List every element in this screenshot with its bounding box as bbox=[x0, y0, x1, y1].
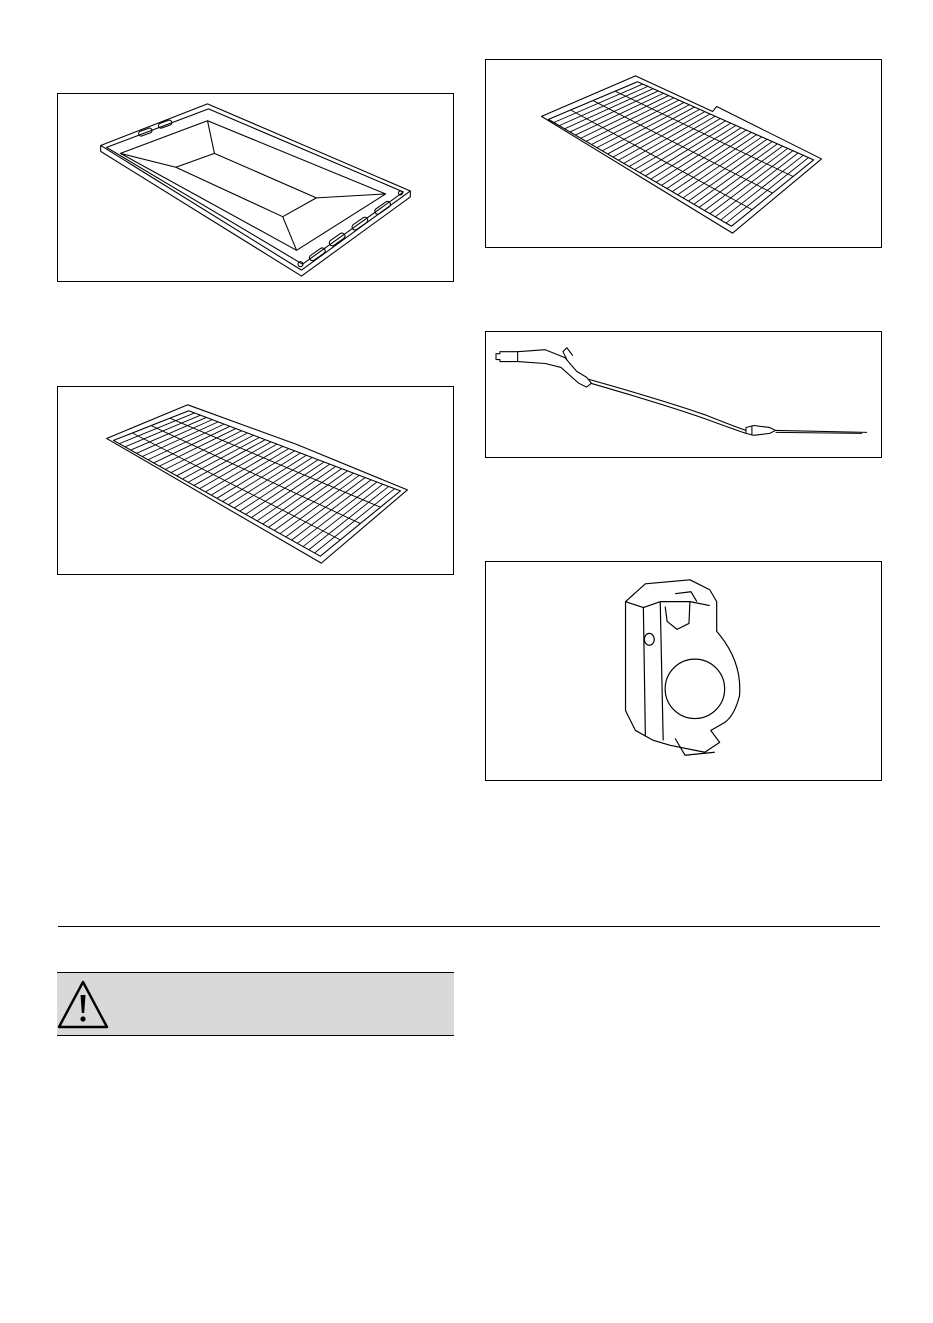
socket-cover-illustration bbox=[486, 562, 881, 780]
meat-probe-illustration bbox=[486, 332, 881, 457]
deep-tray-figure bbox=[57, 93, 454, 282]
wire-shelf-illustration bbox=[58, 387, 453, 574]
wire-shelf-illustration bbox=[486, 60, 881, 247]
section-divider bbox=[58, 926, 880, 927]
shelf-rail bbox=[151, 426, 360, 524]
meat-probe-figure bbox=[485, 331, 882, 458]
warning-box bbox=[57, 972, 454, 1036]
socket-cover-figure bbox=[485, 561, 882, 781]
deep-baking-tray-illustration bbox=[58, 94, 453, 281]
wire-shelf-right-figure bbox=[485, 59, 882, 248]
wire-shelf-left-figure bbox=[57, 386, 454, 575]
warning-triangle-icon bbox=[57, 979, 109, 1031]
